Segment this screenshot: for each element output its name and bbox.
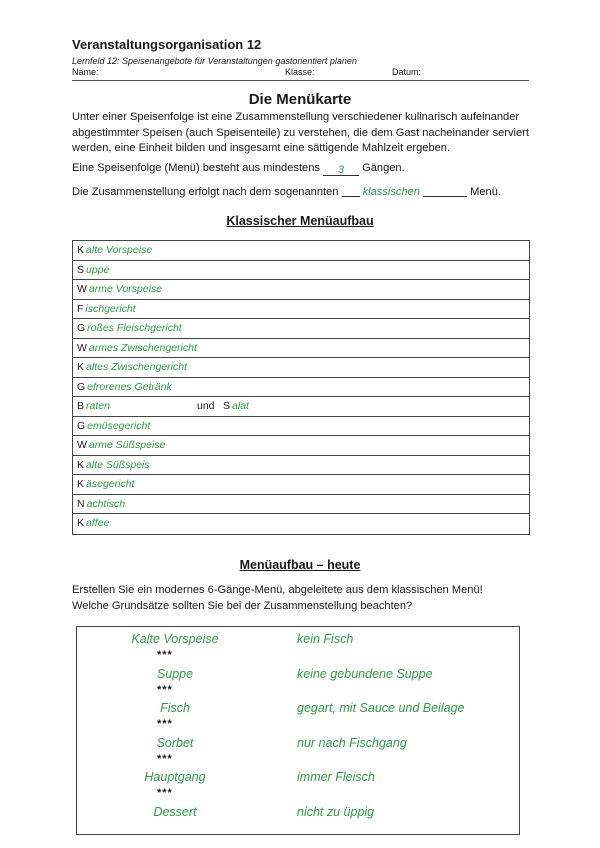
- name-label: Name:: [72, 67, 99, 77]
- row-answer: uppe: [86, 263, 110, 276]
- row-answer: affee: [86, 517, 110, 529]
- class-label: Klasse:: [285, 67, 315, 77]
- header-fields-line: [72, 66, 529, 81]
- worksheet-title: Veranstaltungsorganisation 12: [72, 37, 262, 52]
- row-initial: K: [77, 458, 85, 471]
- row-answer-2: alat: [232, 400, 249, 412]
- row-answer: altes Zwischengericht: [86, 361, 187, 373]
- course-name: Fisch: [160, 701, 190, 715]
- menu-type-answer: klassischen: [362, 186, 420, 198]
- table-row: [73, 475, 529, 495]
- row-answer: raten: [86, 400, 110, 412]
- intro-paragraph: Unter einer Speisenfolge ist eine Zusammenstellung verschiedener kulinarisch aufeinander abgestimmter Speisen (auch Speisenteile) zu verstehen, die dem Gast nacheinander serviert werden, eine Einheit bilden und insgesamt eine sättigende Mahlzeit ergeben.: [72, 111, 529, 154]
- row-answer: efrorenes Getränk: [87, 380, 172, 393]
- course-name: Dessert: [153, 804, 197, 819]
- course-rule: nicht zu üppig: [297, 804, 375, 819]
- worksheet-subtitle: Lernfeld 12: Speisenangebote für Veranstaltungen gastorientiert planen: [72, 56, 357, 66]
- sentence-menu-type-text: Die Zusammenstellung erfolgt nach dem sogenannten: [72, 186, 339, 198]
- section-modern-title: Menüaufbau – heute: [239, 558, 361, 572]
- row-answer: roßes Fleischgericht: [87, 322, 182, 334]
- course-name: Suppe: [156, 666, 194, 681]
- modern-menu-box: [76, 626, 520, 835]
- course-rule: gegart, mit Sauce und Beilage: [297, 701, 465, 715]
- row-answer: armes Zwischengericht: [88, 341, 197, 354]
- table-row: [73, 495, 529, 515]
- section-modern-heading: [0, 558, 600, 572]
- table-row: [73, 358, 529, 378]
- row-initial: G: [77, 380, 86, 393]
- course-separator: ***: [157, 683, 173, 696]
- sentence-courses-text: Eine Speisenfolge (Menü) besteht aus mindestens: [72, 162, 320, 174]
- row-initial: W: [77, 283, 87, 295]
- section-classic-heading: [0, 214, 600, 228]
- row-answer: arme Vorspeise: [88, 283, 163, 295]
- classic-menu-table: [72, 240, 530, 535]
- table-row: [73, 456, 529, 476]
- course-separator: ***: [157, 649, 173, 661]
- row-answer: äsegericht: [86, 478, 135, 490]
- course-name: Sorbet: [156, 735, 194, 750]
- row-initial: K: [77, 244, 85, 256]
- row-initial: G: [77, 322, 86, 334]
- table-row: [73, 280, 529, 300]
- course-name: Kalte Vorspeise: [131, 632, 219, 646]
- sentence-menu-type-end: Menü.: [470, 186, 501, 198]
- sentence-courses-end: Gängen.: [362, 162, 405, 174]
- task-question-line-1: Erstellen Sie ein modernes 6-Gänge-Menü, abgeleitete aus dem klassischen Menü!: [72, 584, 483, 596]
- task-question-line-2: Welche Grundsätze sollten Sie bei der Zusammenstellung beachten?: [72, 600, 413, 612]
- row-initial-2: S: [223, 400, 231, 412]
- table-row: [73, 339, 529, 359]
- row-initial: K: [77, 517, 85, 529]
- course-rule: keine gebundene Suppe: [297, 666, 433, 681]
- table-row: [73, 261, 529, 281]
- courses-answer: 3: [337, 164, 345, 176]
- row-answer: ischgericht: [85, 302, 136, 315]
- course-separator: ***: [157, 718, 173, 730]
- row-initial: B: [77, 400, 85, 412]
- menu-type-blank-right: [423, 185, 467, 197]
- row-answer: arme Süßspeise: [88, 439, 166, 451]
- row-initial: N: [77, 497, 85, 510]
- table-row: [73, 417, 529, 437]
- date-label: Datum:: [392, 67, 422, 77]
- table-row: [73, 300, 529, 320]
- course-separator: ***: [157, 752, 173, 765]
- row-initial: K: [77, 478, 85, 490]
- row-answer: achtisch: [86, 497, 126, 510]
- task-question: [72, 582, 483, 614]
- course-separator: ***: [157, 787, 173, 799]
- row-answer: alte Vorspeise: [86, 244, 153, 256]
- page-title: Die Menükarte: [248, 91, 352, 108]
- row-initial: W: [77, 341, 87, 354]
- row-initial: G: [77, 419, 86, 432]
- table-row: [73, 514, 529, 534]
- sentence-menu-type: [72, 185, 501, 198]
- row-answer: alte Süßspeis: [86, 458, 150, 471]
- course-name: Hauptgang: [144, 770, 206, 784]
- table-row: [73, 319, 529, 339]
- table-row: [73, 397, 529, 417]
- course-rule: kein Fisch: [297, 632, 354, 646]
- course-rule: immer Fleisch: [297, 770, 375, 784]
- row-second-part: [223, 397, 249, 417]
- courses-blank: [323, 164, 359, 176]
- table-row: [73, 378, 529, 398]
- table-row: [73, 436, 529, 456]
- course-rule: nur nach Fischgang: [297, 735, 407, 750]
- row-initial: W: [77, 439, 87, 451]
- menu-type-blank-left: [342, 185, 360, 197]
- row-initial: K: [77, 361, 85, 373]
- section-classic-title: Klassischer Menüaufbau: [226, 214, 374, 228]
- row-initial: S: [77, 263, 85, 276]
- row-joiner: und: [197, 400, 215, 412]
- sentence-courses: [72, 162, 405, 176]
- row-initial: F: [77, 302, 84, 315]
- row-answer: emüsegericht: [87, 419, 151, 432]
- table-row: [73, 241, 529, 261]
